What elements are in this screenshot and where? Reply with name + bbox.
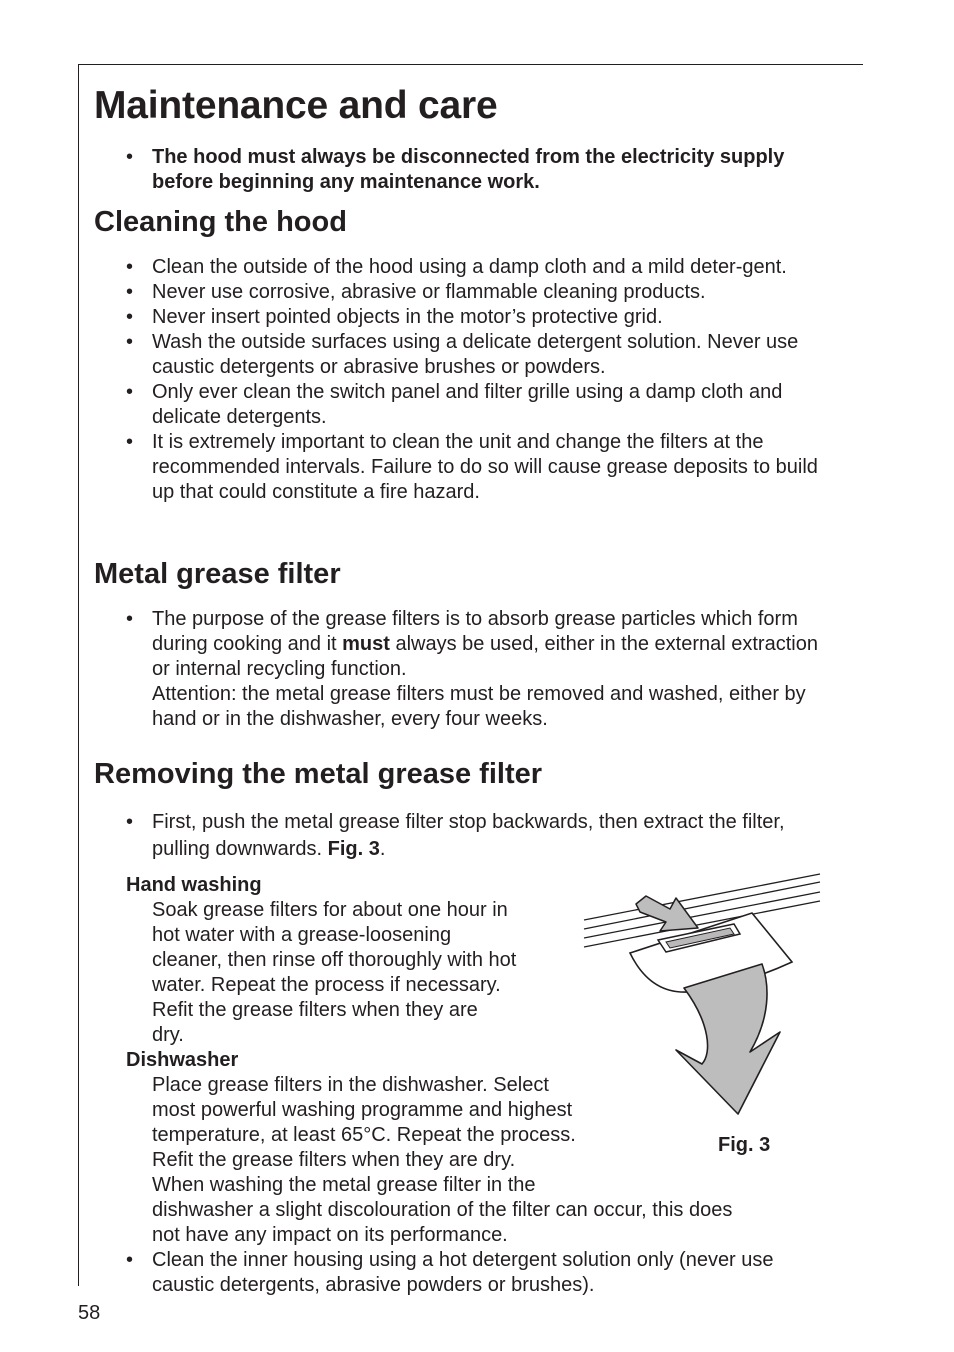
list-item: • Never insert pointed objects in the motor’s protective grid. [126, 306, 663, 328]
list-item: • The hood must always be disconnected from the electricity supply before beginning any maintenance work. [126, 146, 785, 193]
list-item: • Only ever clean the switch panel and filter grille using a damp cloth and delicate detergents. [126, 381, 783, 428]
text-line: dishwasher a slight discolouration of the filter can occur, this does [152, 1199, 733, 1221]
hood-edge-line [584, 882, 820, 929]
final-list [94, 1248, 834, 1298]
text-line: temperature, at least 65°C. Repeat the process. [152, 1124, 576, 1146]
section-heading-metal-filter: Metal grease filter [94, 558, 341, 590]
page-title: Maintenance and care [94, 84, 498, 127]
metal-filter-list [94, 607, 834, 732]
frame-left-rule [78, 64, 79, 1286]
list-item: • Never use corrosive, abrasive or flammable cleaning products. [126, 281, 706, 303]
intro-list [94, 145, 834, 195]
list-item-text: It is extremely important to clean the unit and change the filters at the recommended intervals. Failure to do so will cause grease deposits to build up that could constitute a fire hazard. [152, 431, 818, 503]
list-item: • The purpose of the grease filters is to absorb grease particles which form during cooking and it must always be used, either in the external extraction or internal recycling function. Attention: the metal grease filters must be removed and washed, either by hand or in the dishwasher, every four weeks. [126, 608, 818, 730]
text-line: Refit the grease filters when they are [152, 999, 478, 1021]
text-line: water. Repeat the process if necessary. [152, 974, 501, 996]
hand-washing-text [152, 898, 592, 1048]
cleaning-list [94, 255, 834, 505]
page-number: 58 [78, 1302, 101, 1324]
list-item: • Clean the outside of the hood using a damp cloth and a mild deter-gent. [126, 256, 787, 278]
list-item-text: The purpose of the grease filters is to absorb grease particles which form during cooking and it [152, 608, 798, 655]
list-item-text: . [379, 838, 386, 860]
text-line: Refit the grease filters when they are dry. [152, 1149, 516, 1171]
list-item-text: Never insert pointed objects in the motor’s protective grid. [152, 306, 663, 328]
list-item: • Clean the inner housing using a hot detergent solution only (never use caustic detergents, abrasive powders or brushes). [126, 1249, 774, 1296]
text-line: Place grease filters in the dishwasher. Select [152, 1074, 549, 1096]
list-item-text: Clean the inner housing using a hot detergent solution only (never use caustic detergents, abrasive powders or brushes). [152, 1249, 774, 1296]
hand-washing-heading: Hand washing [126, 874, 262, 896]
text-line: Soak grease filters for about one hour in [152, 899, 508, 921]
figure-reference: Fig. 3 [327, 838, 380, 860]
dishwasher-heading: Dishwasher [126, 1049, 239, 1071]
list-item-text: First, push the metal grease filter stop backwards, then extract the filter, pulling downwards. [152, 811, 785, 860]
text-line: When washing the metal grease filter in the [152, 1174, 536, 1196]
frame-top-rule [78, 64, 863, 65]
list-item-text: always be used, either in the external extraction or internal recycling function. [152, 633, 818, 680]
list-item-text: Only ever clean the switch panel and filter grille using a damp cloth and delicate detergents. [152, 381, 783, 428]
attention-note: Attention: the metal grease filters must be removed and washed, either by hand or in the dishwasher, every four weeks. [152, 683, 806, 730]
filter-removal-diagram-icon [580, 868, 825, 1118]
removing-list [94, 809, 834, 863]
text-line: hot water with a grease-loosening [152, 924, 452, 946]
hood-edge-line [584, 874, 820, 920]
text-line: cleaner, then rinse off thoroughly with hot [152, 949, 517, 971]
list-item: • Wash the outside surfaces using a delicate detergent solution. Never use caustic detergents or abrasive brushes or powders. [126, 331, 799, 378]
text-line: most powerful washing programme and highest [152, 1099, 573, 1121]
list-item: • It is extremely important to clean the unit and change the filters at the recommended intervals. Failure to do so will cause grease deposits to build up that could constitute a fire hazard. [126, 431, 818, 503]
text-line: dry. [152, 1024, 184, 1046]
text-line: not have any impact on its performance. [152, 1224, 508, 1246]
safety-warning: The hood must always be disconnected from the electricity supply before beginning any maintenance work. [152, 146, 785, 193]
emphasis-must: must [342, 633, 390, 655]
list-item-text: Never use corrosive, abrasive or flammable cleaning products. [152, 281, 706, 303]
section-heading-cleaning: Cleaning the hood [94, 206, 347, 238]
list-item-text: Wash the outside surfaces using a delicate detergent solution. Never use caustic detergents or abrasive brushes or powders. [152, 331, 799, 378]
list-item-text: Clean the outside of the hood using a damp cloth and a mild deter-gent. [152, 256, 787, 278]
section-heading-removing: Removing the metal grease filter [94, 758, 543, 790]
pull-down-arrow-icon [676, 964, 780, 1114]
figure-caption: Fig. 3 [718, 1134, 771, 1156]
list-item: • First, push the metal grease filter stop backwards, then extract the filter, pulling downwards. Fig. 3. [126, 811, 785, 860]
